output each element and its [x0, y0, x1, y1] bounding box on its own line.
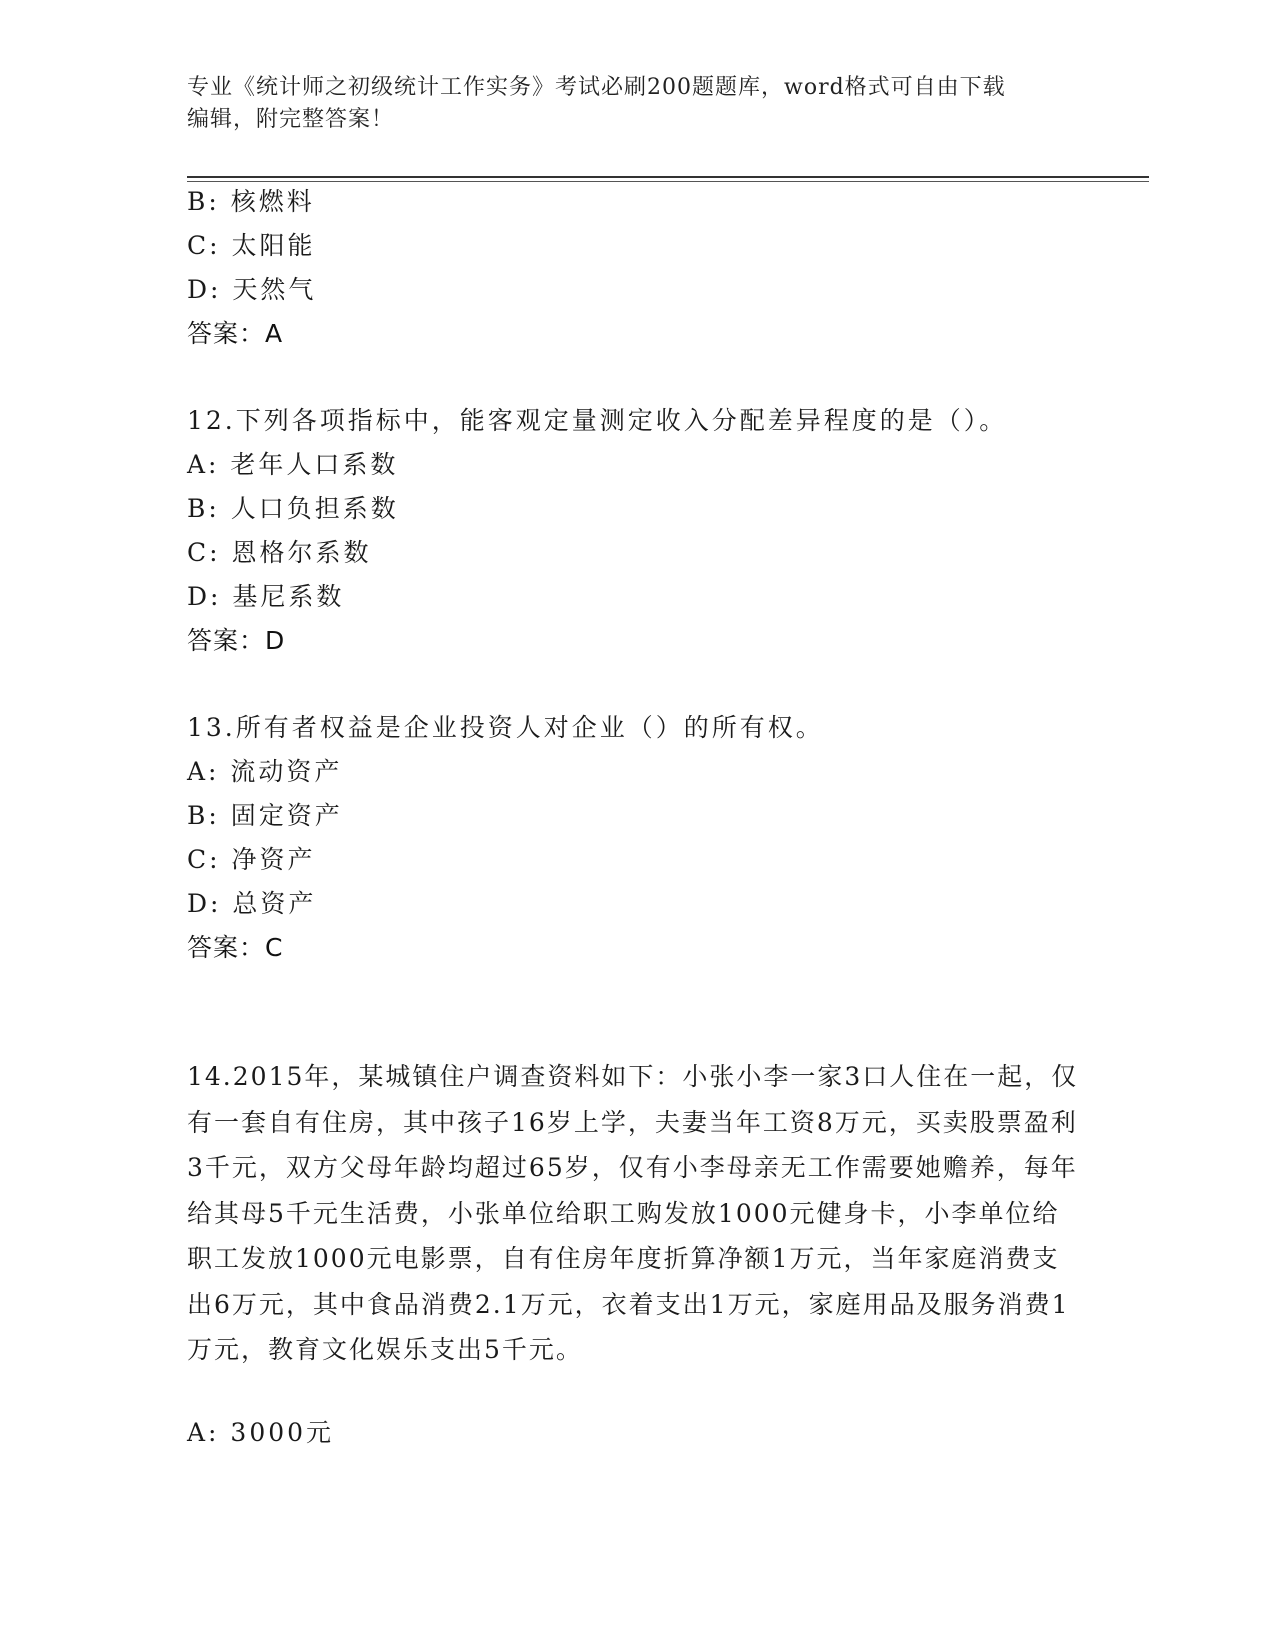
header-line-1: 专业《统计师之初级统计工作实务》考试必刷200题题库，word格式可自由下载 — [187, 75, 1006, 100]
q12-option-a: A: 老年人口系数 — [187, 450, 399, 479]
q12-answer: 答案：D — [187, 626, 286, 655]
document-header — [187, 72, 1087, 136]
header-line-2: 编辑，附完整答案！ — [187, 107, 395, 132]
q12-stem: 12.下列各项指标中，能客观定量测定收入分配差异程度的是（）。 — [187, 406, 1008, 435]
q13-option-a: A: 流动资产 — [187, 757, 343, 786]
q14-stem: 14.2015年，某城镇住户调查资料如下：小张小李一家3口人住在一起，仅有一套自有住房，其中孩子16岁上学，夫妻当年工资8万元，买卖股票盈利3千元，双方父母年龄均超过65岁，仅有小李母亲无工作需要她赡养，每年给其母5千元生活费，小张单位给职工购发放1000元健身卡，小李单位给职工发放1000元电影票，自有住房年度折算净额1万元，当年家庭消费支出6万元，其中食品消费2.1万元，衣着支出1万元，家庭用品及服务消费1万元，教育文化娱乐支出5千元。 — [187, 1062, 1079, 1364]
header-divider-thin — [187, 181, 1149, 182]
q11-answer: 答案：A — [187, 319, 284, 348]
q13-option-c: C: 净资产 — [187, 845, 316, 874]
q13-option-d: D: 总资产 — [187, 889, 317, 918]
q13-option-b: B: 固定资产 — [187, 801, 343, 830]
q11-option-b: B: 核燃料 — [187, 187, 315, 216]
header-divider-thick — [187, 176, 1149, 178]
q13-answer: 答案：C — [187, 933, 284, 962]
q11-option-d: D: 天然气 — [187, 275, 317, 304]
q13-stem: 13.所有者权益是企业投资人对企业（）的所有权。 — [187, 713, 824, 742]
q12-option-b: B: 人口负担系数 — [187, 494, 399, 523]
q12-option-d: D: 基尼系数 — [187, 582, 345, 611]
q12-option-c: C: 恩格尔系数 — [187, 538, 372, 567]
q14-option-a: A: 3000元 — [187, 1418, 335, 1447]
q11-option-c: C: 太阳能 — [187, 231, 316, 260]
